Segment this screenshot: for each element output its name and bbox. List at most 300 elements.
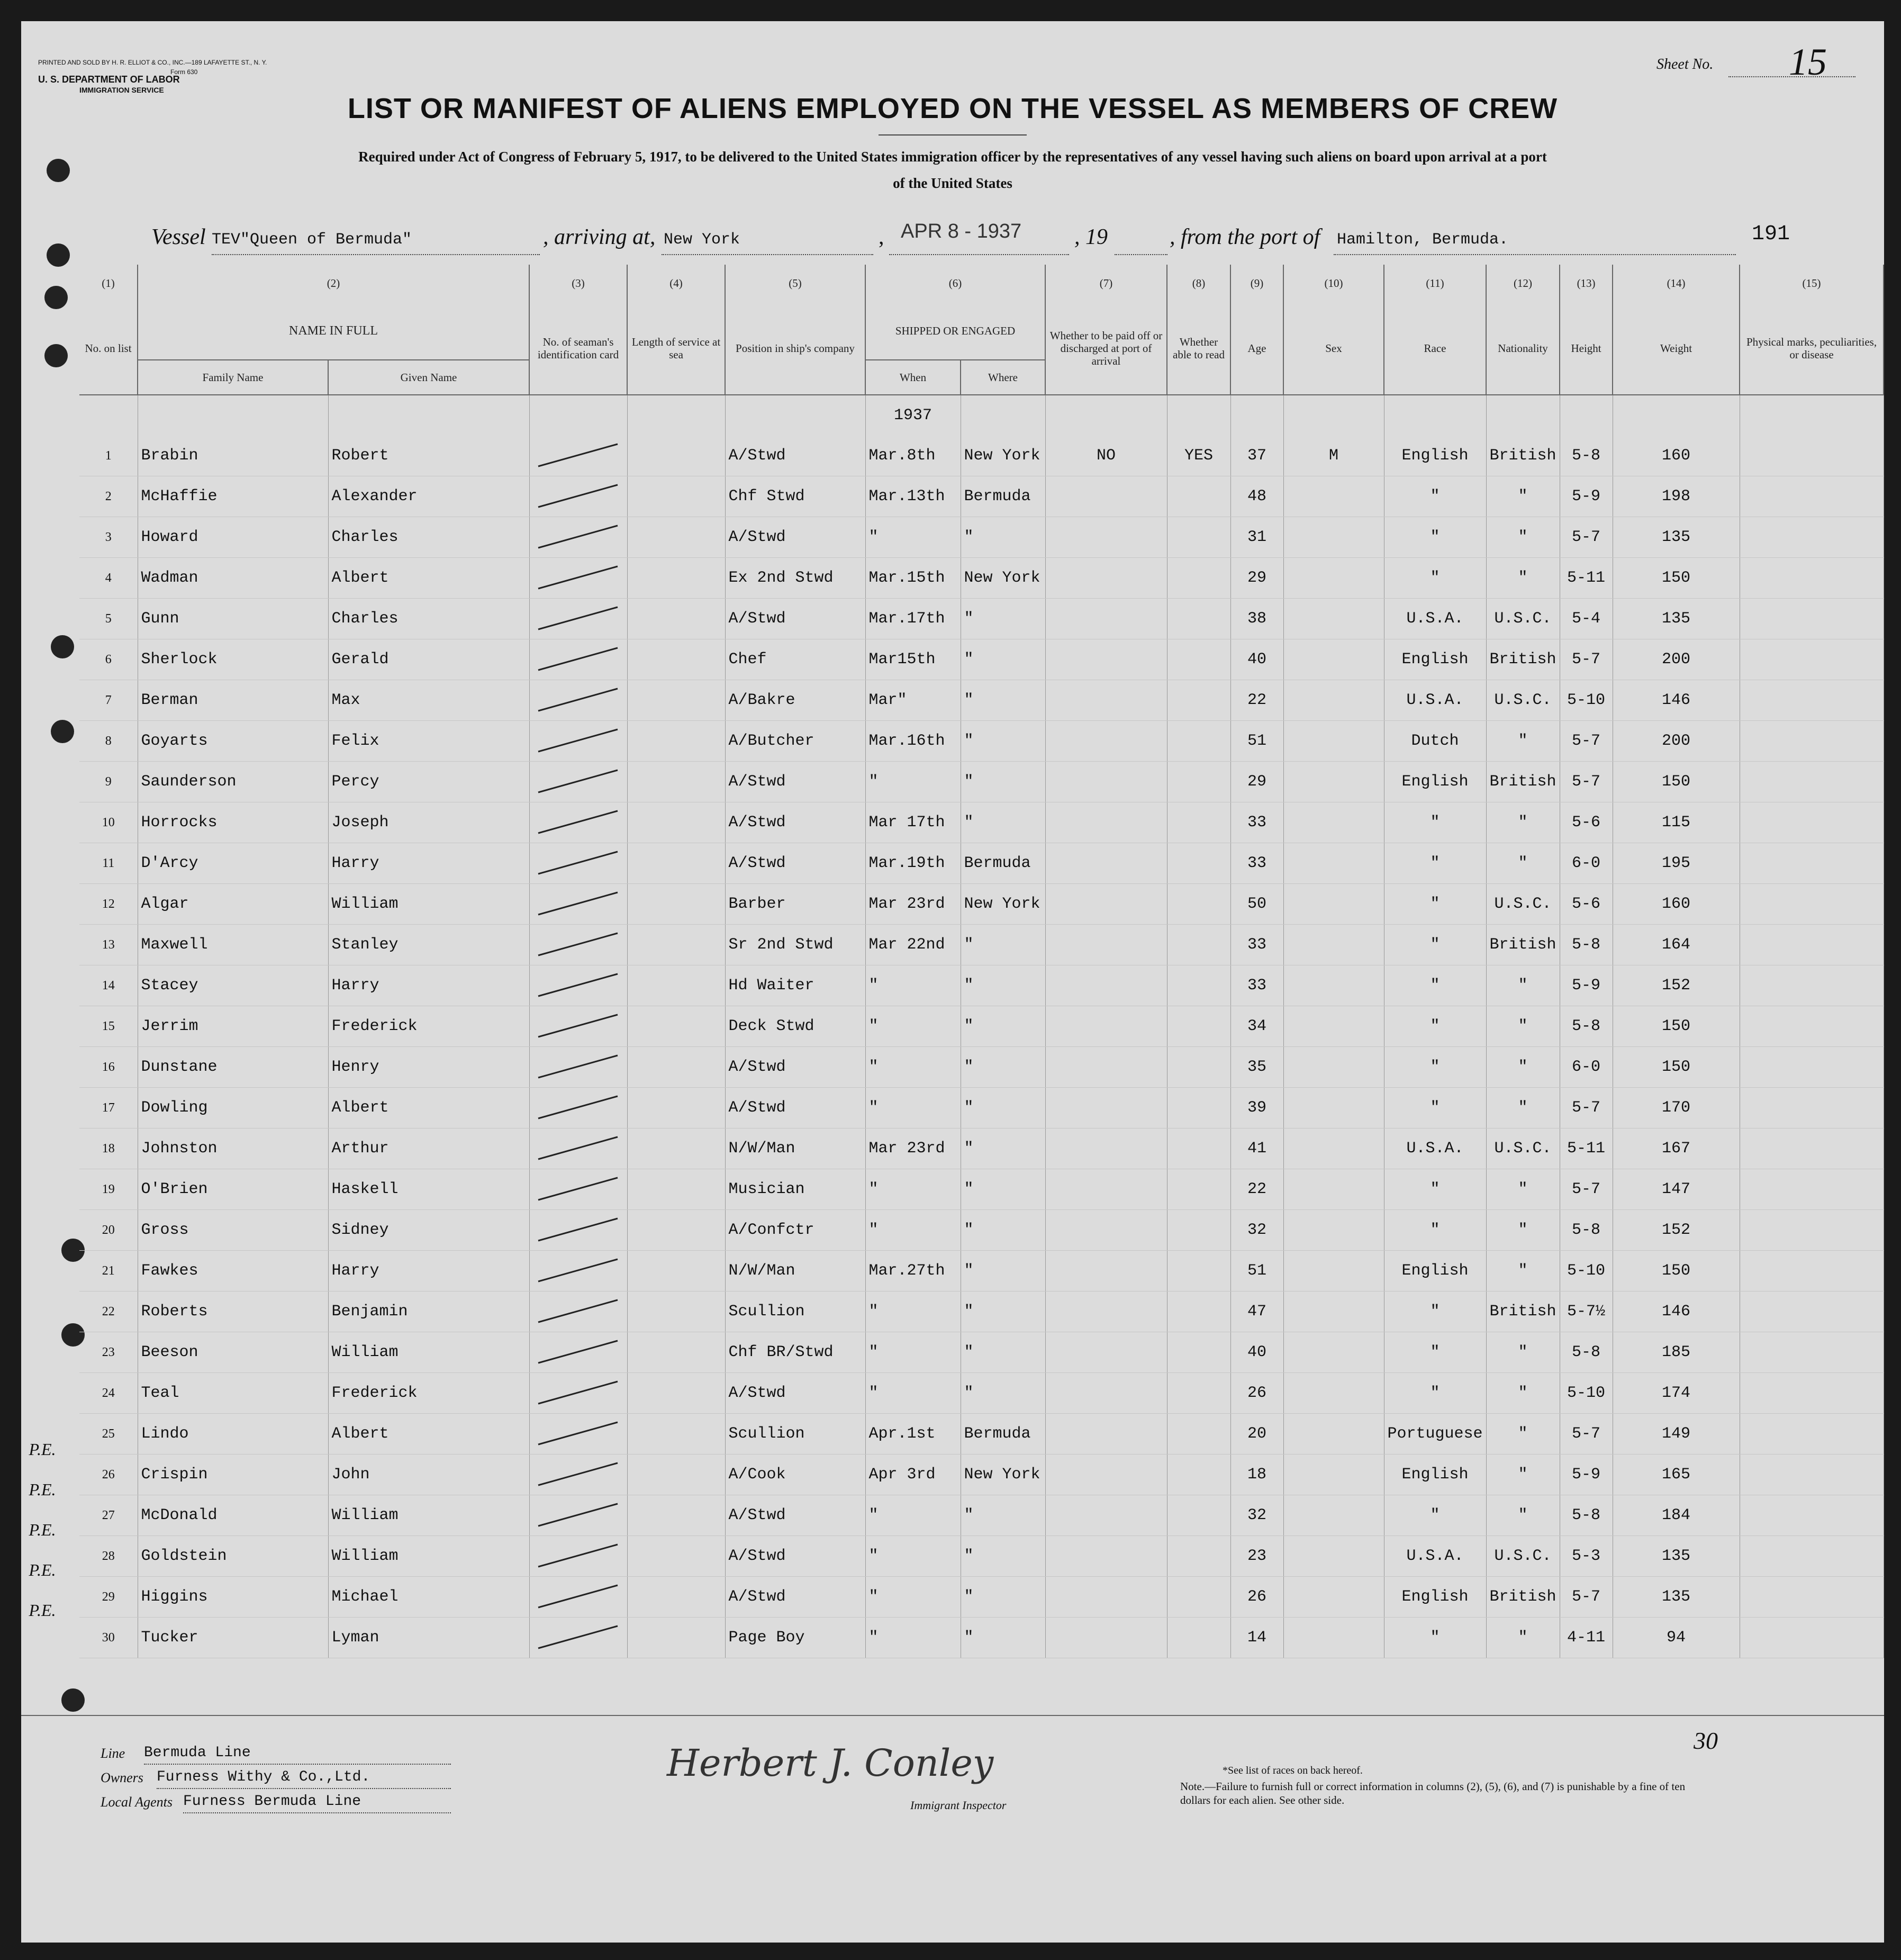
cell-given: Benjamin: [328, 1291, 529, 1332]
cell-family: Jerrim: [138, 1006, 328, 1047]
cell-family: Brabin: [138, 436, 328, 476]
cell-age: 22: [1230, 1169, 1283, 1210]
cell-physical: [1740, 1414, 1884, 1455]
cell-physical: [1740, 436, 1884, 476]
cell-nationality: ": [1486, 843, 1560, 884]
cell-given: William: [328, 1332, 529, 1373]
tick-mark-icon: [533, 1051, 623, 1083]
cell-length: [627, 1414, 725, 1455]
cell-paid: [1045, 1618, 1167, 1658]
cell-position: Musician: [725, 1169, 865, 1210]
cell-height: 5-7: [1560, 639, 1613, 680]
cell-when: Mar.27th: [865, 1251, 961, 1291]
cell-read: [1167, 1373, 1230, 1414]
penalty-note: Note.—Failure to furnish full or correct information in columns (2), (5), (6), and (7) is punishable by a fine of ten dollars for each alien. See other side.: [1180, 1780, 1686, 1807]
cell-length: [627, 1332, 725, 1373]
cell-paid: [1045, 558, 1167, 599]
cell-sex: [1283, 517, 1384, 558]
cell-age: 26: [1230, 1373, 1283, 1414]
cell-card: [529, 517, 627, 558]
cell-age: 41: [1230, 1128, 1283, 1169]
cell-sex: [1283, 1373, 1384, 1414]
cell-family: O'Brien: [138, 1169, 328, 1210]
cell-no: 23: [79, 1332, 138, 1373]
cell-length: [627, 802, 725, 843]
header-no-on-list: No. on list: [79, 302, 138, 395]
cell-no: 22: [79, 1291, 138, 1332]
cell-position: N/W/Man: [725, 1251, 865, 1291]
cell-race: ": [1384, 517, 1486, 558]
cell-nationality: U.S.C.: [1486, 680, 1560, 721]
table-row: [79, 1536, 1884, 1577]
cell-where: ": [961, 1006, 1045, 1047]
cell-card: [529, 1169, 627, 1210]
cell-nationality: ": [1486, 1618, 1560, 1658]
cell-when: ": [865, 1332, 961, 1373]
cell-given: Gerald: [328, 639, 529, 680]
cell-family: Stacey: [138, 965, 328, 1006]
cell-when: ": [865, 762, 961, 802]
cell-card: [529, 1332, 627, 1373]
cell-position: A/Butcher: [725, 721, 865, 762]
cell-no: 8: [79, 721, 138, 762]
cell-paid: [1045, 1577, 1167, 1618]
cell-card: [529, 1047, 627, 1088]
header-position: Position in ship's company: [725, 302, 865, 395]
cell-nationality: British: [1486, 925, 1560, 965]
cell-family: Fawkes: [138, 1251, 328, 1291]
col-num-5: (5): [725, 265, 865, 302]
cell-read: [1167, 721, 1230, 762]
cell-physical: [1740, 680, 1884, 721]
cell-when: Mar.13th: [865, 476, 961, 517]
sheet-number: 15: [1789, 41, 1827, 83]
owners-value: Furness Withy & Co.,Ltd.: [157, 1769, 370, 1785]
cell-no: 25: [79, 1414, 138, 1455]
cell-age: 39: [1230, 1088, 1283, 1128]
cell-when: Apr 3rd: [865, 1455, 961, 1495]
cell-physical: [1740, 884, 1884, 925]
cell-paid: [1045, 762, 1167, 802]
cell-read: [1167, 1536, 1230, 1577]
cell-weight: 164: [1613, 925, 1740, 965]
cell-when: ": [865, 1169, 961, 1210]
sheet-number-label: Sheet No.: [1656, 56, 1714, 73]
cell-when: Mar.15th: [865, 558, 961, 599]
cell-race: U.S.A.: [1384, 1536, 1486, 1577]
cell-position: Chef: [725, 639, 865, 680]
service-name: IMMIGRATION SERVICE: [79, 86, 164, 94]
cell-height: 5-7: [1560, 762, 1613, 802]
cell-length: [627, 1536, 725, 1577]
cell-physical: [1740, 1169, 1884, 1210]
cell-where: New York: [961, 558, 1045, 599]
cell-length: [627, 1618, 725, 1658]
crew-manifest-table: [79, 265, 1884, 1658]
cell-age: 40: [1230, 639, 1283, 680]
cell-weight: 150: [1613, 1006, 1740, 1047]
cell-height: 5-8: [1560, 436, 1613, 476]
cell-where: ": [961, 1536, 1045, 1577]
cell-nationality: British: [1486, 436, 1560, 476]
table-row: [79, 558, 1884, 599]
cell-paid: [1045, 1088, 1167, 1128]
cell-family: Teal: [138, 1373, 328, 1414]
cell-given: Albert: [328, 558, 529, 599]
cell-sex: [1283, 1291, 1384, 1332]
header-name-in-full: NAME IN FULL: [138, 302, 529, 360]
cell-no: 29: [79, 1577, 138, 1618]
cell-sex: [1283, 1047, 1384, 1088]
cell-age: 48: [1230, 476, 1283, 517]
cell-where: ": [961, 802, 1045, 843]
cell-sex: [1283, 639, 1384, 680]
cell-no: 26: [79, 1455, 138, 1495]
cell-where: Bermuda: [961, 476, 1045, 517]
table-row: [79, 517, 1884, 558]
cell-nationality: ": [1486, 1332, 1560, 1373]
cell-when: ": [865, 1618, 961, 1658]
cell-paid: [1045, 1128, 1167, 1169]
cell-nationality: ": [1486, 1455, 1560, 1495]
cell-when: ": [865, 1373, 961, 1414]
tick-mark-icon: [533, 1418, 623, 1450]
tick-mark-icon: [533, 1581, 623, 1613]
cell-height: 5-7: [1560, 1169, 1613, 1210]
cell-sex: [1283, 1455, 1384, 1495]
tick-mark-icon: [533, 847, 623, 879]
cell-when: Mar 17th: [865, 802, 961, 843]
cell-read: [1167, 1495, 1230, 1536]
cell-height: 5-4: [1560, 599, 1613, 639]
cell-physical: [1740, 1006, 1884, 1047]
cell-card: [529, 843, 627, 884]
cell-sex: [1283, 802, 1384, 843]
cell-where: ": [961, 680, 1045, 721]
cell-when: ": [865, 1291, 961, 1332]
cell-height: 5-8: [1560, 1006, 1613, 1047]
tick-mark-icon: [533, 766, 623, 798]
cell-when: ": [865, 1006, 961, 1047]
cell-height: 5-7: [1560, 721, 1613, 762]
cell-where: Bermuda: [961, 1414, 1045, 1455]
header-weight: Weight: [1613, 302, 1740, 395]
cell-where: ": [961, 1251, 1045, 1291]
cell-age: 33: [1230, 843, 1283, 884]
cell-given: Stanley: [328, 925, 529, 965]
cell-physical: [1740, 925, 1884, 965]
cell-sex: [1283, 599, 1384, 639]
header-height: Height: [1560, 302, 1613, 395]
pe-mark: P.E.: [29, 1440, 56, 1459]
header-sex: Sex: [1283, 302, 1384, 395]
cell-card: [529, 721, 627, 762]
cell-given: Frederick: [328, 1006, 529, 1047]
col-num-8: (8): [1167, 265, 1230, 302]
table-row: [79, 965, 1884, 1006]
cell-weight: 135: [1613, 1577, 1740, 1618]
cell-length: [627, 517, 725, 558]
tick-mark-icon: [533, 1092, 623, 1124]
cell-race: ": [1384, 1332, 1486, 1373]
cell-family: Gross: [138, 1210, 328, 1251]
cell-position: A/Bakre: [725, 680, 865, 721]
cell-weight: 174: [1613, 1373, 1740, 1414]
cell-position: A/Stwd: [725, 762, 865, 802]
cell-position: Barber: [725, 884, 865, 925]
cell-height: 5-10: [1560, 1373, 1613, 1414]
cell-position: Hd Waiter: [725, 965, 865, 1006]
table-row: [79, 1577, 1884, 1618]
inspector-signature: Herbert J. Conley: [667, 1741, 994, 1785]
cell-physical: [1740, 1577, 1884, 1618]
cell-weight: 149: [1613, 1414, 1740, 1455]
cell-paid: [1045, 476, 1167, 517]
tick-mark-icon: [533, 1255, 623, 1287]
cell-race: ": [1384, 884, 1486, 925]
cell-family: McDonald: [138, 1495, 328, 1536]
cell-read: [1167, 843, 1230, 884]
cell-physical: [1740, 1047, 1884, 1088]
cell-where: ": [961, 1291, 1045, 1332]
cell-weight: 147: [1613, 1169, 1740, 1210]
cell-sex: [1283, 884, 1384, 925]
cell-sex: [1283, 1414, 1384, 1455]
col-num-13: (13): [1560, 265, 1613, 302]
cell-height: 5-10: [1560, 680, 1613, 721]
cell-sex: [1283, 762, 1384, 802]
cell-physical: [1740, 1373, 1884, 1414]
cell-race: English: [1384, 1251, 1486, 1291]
cell-card: [529, 1455, 627, 1495]
cell-when: ": [865, 1088, 961, 1128]
cell-read: [1167, 1414, 1230, 1455]
cell-race: ": [1384, 1373, 1486, 1414]
table-row: [79, 1088, 1884, 1128]
cell-nationality: British: [1486, 1577, 1560, 1618]
cell-family: Algar: [138, 884, 328, 925]
cell-length: [627, 680, 725, 721]
cell-race: ": [1384, 1210, 1486, 1251]
col-num-3: (3): [529, 265, 627, 302]
cell-when: Mar.17th: [865, 599, 961, 639]
cell-family: Goldstein: [138, 1536, 328, 1577]
cell-sex: [1283, 1169, 1384, 1210]
cell-where: ": [961, 1047, 1045, 1088]
cell-nationality: ": [1486, 517, 1560, 558]
cell-position: Deck Stwd: [725, 1006, 865, 1047]
cell-position: N/W/Man: [725, 1128, 865, 1169]
cell-given: Harry: [328, 843, 529, 884]
cell-length: [627, 762, 725, 802]
cell-sex: [1283, 843, 1384, 884]
cell-age: 50: [1230, 884, 1283, 925]
cell-physical: [1740, 1210, 1884, 1251]
form-title: LIST OR MANIFEST OF ALIENS EMPLOYED ON THE VESSEL AS MEMBERS OF CREW: [347, 93, 1558, 124]
cell-weight: 150: [1613, 558, 1740, 599]
cell-position: A/Confctr: [725, 1210, 865, 1251]
header-family-name: Family Name: [138, 360, 328, 395]
header-given-name: Given Name: [328, 360, 529, 395]
cell-nationality: ": [1486, 1251, 1560, 1291]
cell-length: [627, 884, 725, 925]
cell-length: [627, 1169, 725, 1210]
cell-length: [627, 965, 725, 1006]
cell-family: Roberts: [138, 1291, 328, 1332]
cell-length: [627, 1373, 725, 1414]
cell-given: Sidney: [328, 1210, 529, 1251]
table-row: [79, 639, 1884, 680]
cell-no: 10: [79, 802, 138, 843]
cell-length: [627, 925, 725, 965]
cell-read: [1167, 680, 1230, 721]
table-row: [79, 802, 1884, 843]
table-row: [79, 1455, 1884, 1495]
cell-position: A/Stwd: [725, 436, 865, 476]
cell-nationality: British: [1486, 639, 1560, 680]
cell-height: 5-11: [1560, 1128, 1613, 1169]
cell-nationality: ": [1486, 1006, 1560, 1047]
arrival-port: New York: [664, 231, 740, 249]
cell-card: [529, 925, 627, 965]
cell-paid: [1045, 1210, 1167, 1251]
cell-card: [529, 1495, 627, 1536]
cell-length: [627, 436, 725, 476]
vessel-name: TEV"Queen of Bermuda": [212, 231, 412, 249]
cell-when: Mar": [865, 680, 961, 721]
header-where: Where: [961, 360, 1045, 395]
table-row: [79, 436, 1884, 476]
cell-family: Horrocks: [138, 802, 328, 843]
cell-where: ": [961, 1332, 1045, 1373]
cell-card: [529, 762, 627, 802]
cell-family: Crispin: [138, 1455, 328, 1495]
cell-given: Max: [328, 680, 529, 721]
cell-where: ": [961, 1128, 1045, 1169]
cell-nationality: U.S.C.: [1486, 884, 1560, 925]
cell-read: [1167, 558, 1230, 599]
cell-nationality: ": [1486, 1210, 1560, 1251]
cell-nationality: ": [1486, 1414, 1560, 1455]
cell-given: William: [328, 884, 529, 925]
cell-race: ": [1384, 1169, 1486, 1210]
department-name: U. S. DEPARTMENT OF LABOR: [38, 74, 180, 85]
owners-label: Owners: [101, 1770, 143, 1785]
pe-mark: P.E.: [29, 1601, 56, 1620]
cell-physical: [1740, 1291, 1884, 1332]
cell-read: [1167, 884, 1230, 925]
cell-length: [627, 1006, 725, 1047]
cell-weight: 160: [1613, 436, 1740, 476]
col-num-7: (7): [1045, 265, 1167, 302]
cell-length: [627, 721, 725, 762]
cell-weight: 135: [1613, 599, 1740, 639]
cell-height: 5-7: [1560, 1414, 1613, 1455]
cell-read: [1167, 517, 1230, 558]
cell-family: Higgins: [138, 1577, 328, 1618]
cell-no: 17: [79, 1088, 138, 1128]
cell-given: Charles: [328, 517, 529, 558]
cell-height: 6-0: [1560, 1047, 1613, 1088]
cell-physical: [1740, 1618, 1884, 1658]
tick-mark-icon: [533, 1296, 623, 1327]
cell-no: 7: [79, 680, 138, 721]
cell-race: Dutch: [1384, 721, 1486, 762]
tick-mark-icon: [533, 481, 623, 512]
cell-physical: [1740, 965, 1884, 1006]
cell-physical: [1740, 558, 1884, 599]
punch-hole: [47, 243, 70, 267]
cell-race: ": [1384, 1495, 1486, 1536]
cell-card: [529, 1088, 627, 1128]
cell-read: [1167, 1169, 1230, 1210]
cell-no: 19: [79, 1169, 138, 1210]
cell-race: ": [1384, 1047, 1486, 1088]
cell-race: ": [1384, 558, 1486, 599]
local-agents-value: Furness Bermuda Line: [183, 1793, 361, 1810]
table-row: [79, 680, 1884, 721]
header-able-read: Whether able to read: [1167, 302, 1230, 395]
tick-mark-icon: [533, 1214, 623, 1246]
cell-age: 35: [1230, 1047, 1283, 1088]
cell-sex: [1283, 1577, 1384, 1618]
cell-nationality: ": [1486, 721, 1560, 762]
cell-height: 5-6: [1560, 884, 1613, 925]
cell-length: [627, 1088, 725, 1128]
cell-sex: [1283, 1088, 1384, 1128]
table-row: [79, 762, 1884, 802]
cell-height: 5-7: [1560, 1088, 1613, 1128]
cell-physical: [1740, 843, 1884, 884]
cell-paid: [1045, 1332, 1167, 1373]
cell-where: New York: [961, 436, 1045, 476]
cell-paid: [1045, 1047, 1167, 1088]
cell-nationality: ": [1486, 558, 1560, 599]
cell-length: [627, 1291, 725, 1332]
cell-no: 20: [79, 1210, 138, 1251]
cell-paid: NO: [1045, 436, 1167, 476]
manifest-page: [21, 21, 1884, 1943]
cell-height: 5-8: [1560, 925, 1613, 965]
punch-hole: [44, 344, 68, 367]
cell-when: ": [865, 1577, 961, 1618]
cell-height: 4-11: [1560, 1618, 1613, 1658]
cell-when: ": [865, 1495, 961, 1536]
header-paid-off: Whether to be paid off or discharged at port of arrival: [1045, 302, 1167, 395]
cell-given: William: [328, 1495, 529, 1536]
table-row: [79, 843, 1884, 884]
cell-weight: 167: [1613, 1128, 1740, 1169]
total-count: 30: [1694, 1727, 1718, 1754]
cell-read: [1167, 1455, 1230, 1495]
cell-sex: [1283, 1495, 1384, 1536]
cell-where: ": [961, 1210, 1045, 1251]
cell-age: 20: [1230, 1414, 1283, 1455]
tick-mark-icon: [533, 1459, 623, 1491]
cell-weight: 150: [1613, 762, 1740, 802]
cell-when: Mar 23rd: [865, 884, 961, 925]
cell-family: Gunn: [138, 599, 328, 639]
cell-weight: 146: [1613, 1291, 1740, 1332]
cell-where: ": [961, 1618, 1045, 1658]
table-row: [79, 925, 1884, 965]
cell-where: ": [961, 1577, 1045, 1618]
table-row: [79, 1373, 1884, 1414]
cell-card: [529, 1373, 627, 1414]
tick-mark-icon: [533, 644, 623, 675]
cell-family: Johnston: [138, 1128, 328, 1169]
tick-mark-icon: [533, 929, 623, 961]
